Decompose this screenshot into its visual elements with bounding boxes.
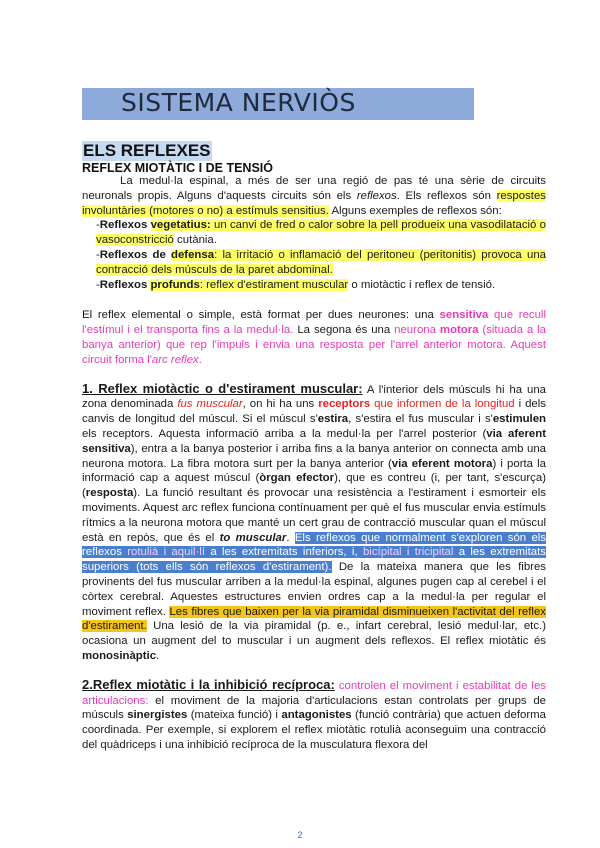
section-heading: ELS REFLEXES	[83, 141, 211, 160]
section1-heading: 1. Reflex miotàctic o d'estirament muscular:	[82, 380, 363, 396]
section2-heading: 2.Reflex miotàtic i la inhibició recíproca:	[82, 676, 335, 692]
example-profunds: -Reflexos profunds: reflex d'estirament muscular o miotàctic i reflex de tensió.	[96, 278, 496, 291]
document-body	[82, 174, 546, 753]
page-number: 2	[297, 830, 303, 840]
section-subheading: REFLEX MIOTÀTIC I DE TENSIÓ	[82, 161, 273, 175]
example-defensa: -Reflexos de defensa: la irritació o inflamació del peritoneu (peritonitis) provoca una contracció dels músculs de la paret abdominal.	[96, 248, 546, 276]
example-vegetatius: -Reflexos vegetatius: un canvi de fred o calor sobre la pell produeix una vasodilatació o vasoconstricció cutània.	[96, 219, 546, 247]
document-title: SISTEMA NERVIÒS	[121, 88, 356, 117]
section2-paragraph: 2.Reflex miotàtic i la inhibició recíproca: controlen el moviment i estabilitat de les articulacions: el moviment de la majoria d'articulacions estan controlats per grups de músculs sinergistes (mateixa funció) i antagonistes (funció contrària) que actuen deforma coordinada. Per exemple, si explorem el reflex miotàtic rotulià aconseguim una contracció del quàdriceps i una inhibició recíproca de la musculatura flexora del	[82, 676, 546, 751]
elemental-paragraph: El reflex elemental o simple, està format per dues neurones: una sensitiva que recull l'estímul i el transporta fins a la medul·la. La segona és una neurona motora (situada a la banya anterior) que rep l'impuls i envia una resposta per l'arrel anterior motora. Aquest circuit forma l'arc reflex.	[82, 309, 547, 366]
intro-paragraph: La medul·la espinal, a més de ser una regió de pas té una sèrie de circuits neuronals propis. Alguns d'aquests circuits són els reflexos. Els reflexos són respostes involuntàries (motores o no) a estímuls sensitius. Alguns exemples de reflexos són:	[82, 175, 546, 217]
section1-paragraph: 1. Reflex miotàctic o d'estirament muscular: A l'interior dels músculs hi ha una zona denominada fus muscular, on hi ha uns receptors que informen de la longitud i dels canvis de longitud del múscul. Si el múscul s'estira, s'estira el fus muscular i s'estimulen els receptors. Aquesta informació arriba a la medul·la per l'arrel posterior (via aferent sensitiva), entra a la banya posterior i arriba fins a la banya anterior on connecta amb una neurona motora. La fibra motora surt per la banya anterior (via eferent motora) i porta la informació cap a aquest múscul (òrgan efector), que es contreu (i, per tant, s'escurça) (resposta). La funció resultant és provocar una resistència a l'estirament i esmorteir els moviments. Aquest arc reflex funciona contínuament per què el fus muscular envia estímuls rítmics a la neurona motora que manté un cert grau de contracció muscular quan el múscul està en repòs, que és el to muscular. Els reflexos que normalment s'exploren són els reflexos rotulià i aquil·lí a les extremitats inferiors, i, bicípital i tricipital a les extremitats superiors (tots ells són reflexos d'estirament). De la mateixa manera que les fibres provinents del fus muscular arriben a la medul·la espinal, algunes pugen cap al cerebel i el còrtex cerebral. Aquestes estructures envien ordres cap a la medul·la per regular el moviment reflex. Les fibres que baixen per la via piramidal disminueixen l'activitat del reflex d'estirament. Una lesió de la via piramidal (p. e., infart cerebral, lesió medul·lar, etc.) ocasiona un augment del to muscular i un augment dels reflexos. El reflex miotàtic és monosinàptic.	[82, 380, 547, 662]
